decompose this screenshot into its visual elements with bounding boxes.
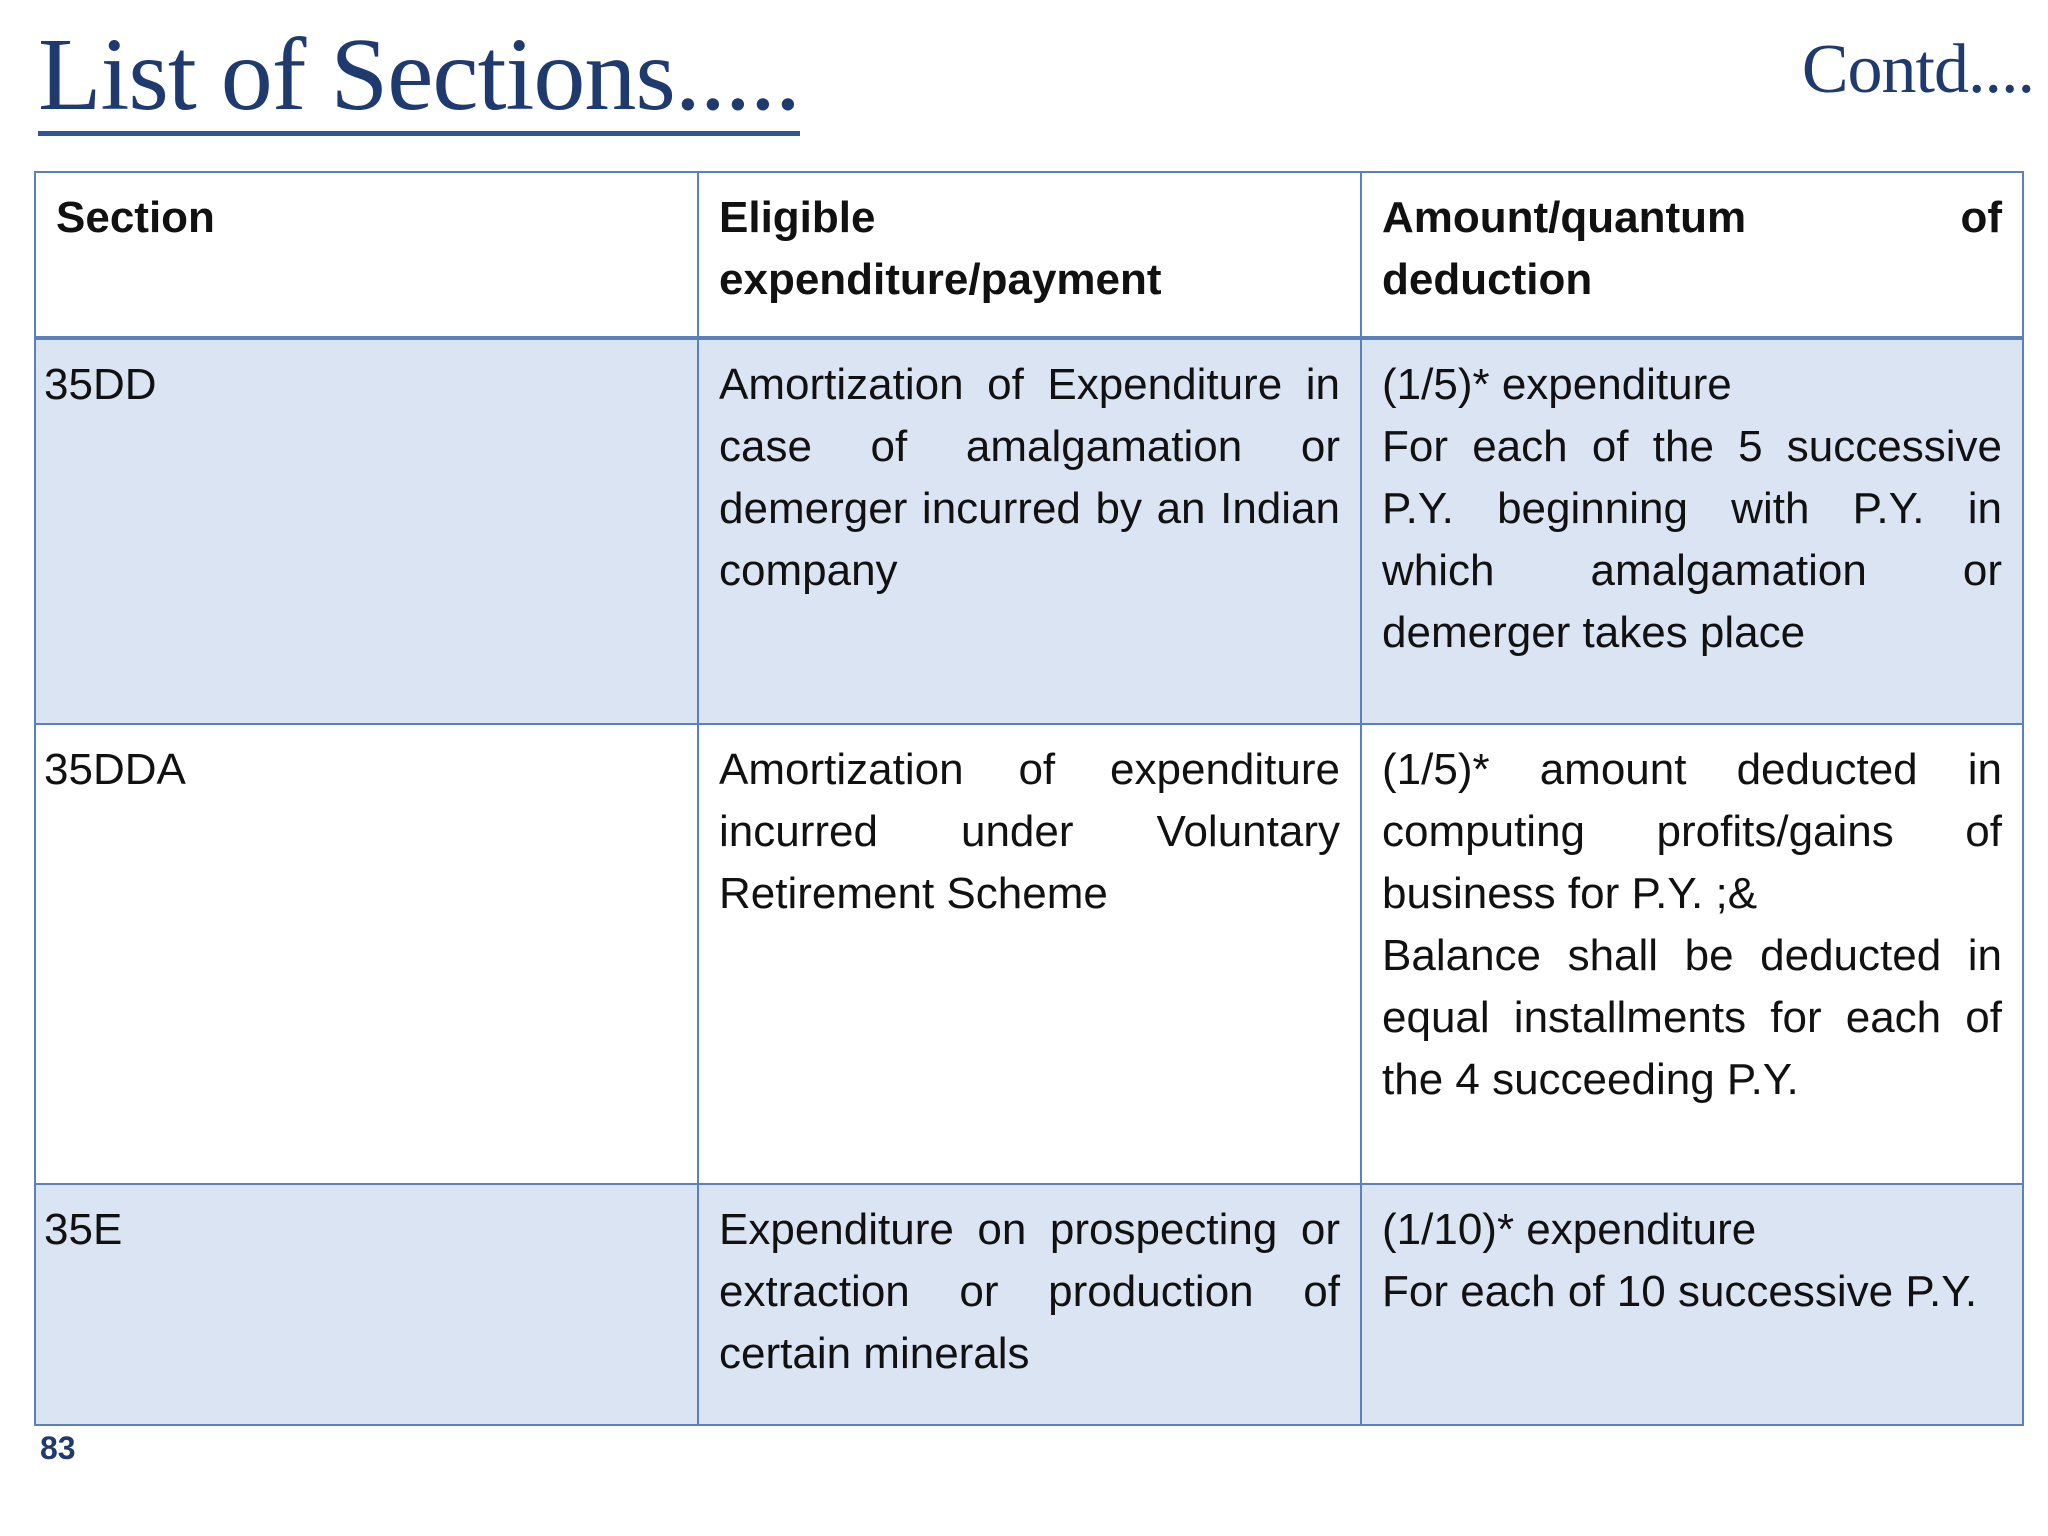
page-number: 83 xyxy=(40,1430,76,1466)
table-row xyxy=(35,724,2023,1184)
header-eligible-expenditure xyxy=(698,172,1361,338)
cell-eligible: Expenditure on prospecting or extraction or production of certain minerals xyxy=(698,1184,1361,1425)
amount-line: For each of the 5 successive P.Y. beginning with P.Y. in which amalgamation or demerger takes place xyxy=(1382,422,2002,657)
cell-section: 35DD xyxy=(35,338,698,724)
cell-amount xyxy=(1361,1184,2023,1425)
header-eligible-line1: Eligible xyxy=(719,193,876,242)
amount-line: For each of 10 successive P.Y. xyxy=(1382,1267,1978,1316)
header-amount-of-deduction xyxy=(1361,172,2023,338)
header-section: Section xyxy=(35,172,698,338)
slide-title: List of Sections..... xyxy=(38,20,800,136)
cell-section: 35E xyxy=(35,1184,698,1425)
header-amount-line1: Amount/quantum of xyxy=(1382,193,2002,242)
continued-label: Contd.... xyxy=(1801,31,2034,108)
cell-amount xyxy=(1361,724,2023,1184)
amount-line: (1/10)* expenditure xyxy=(1382,1205,1757,1254)
table-header-row xyxy=(35,172,2023,338)
amount-line: Balance shall be deducted in equal installments for each of the 4 succeeding P.Y. xyxy=(1382,931,2002,1104)
amount-line: (1/5)* expenditure xyxy=(1382,360,1732,409)
cell-amount xyxy=(1361,338,2023,724)
table-row xyxy=(35,1184,2023,1425)
amount-line: (1/5)* amount deducted in computing profits/gains of business for P.Y. ;& xyxy=(1382,745,2002,918)
header-amount-line2: deduction xyxy=(1382,255,1593,304)
cell-section: 35DDA xyxy=(35,724,698,1184)
header-eligible-line2: expenditure/payment xyxy=(719,255,1162,304)
cell-eligible: Amortization of expenditure incurred under Voluntary Retirement Scheme xyxy=(698,724,1361,1184)
sections-table xyxy=(34,171,2024,1426)
cell-eligible: Amortization of Expenditure in case of amalgamation or demerger incurred by an Indian company xyxy=(698,338,1361,724)
table-row xyxy=(35,338,2023,724)
